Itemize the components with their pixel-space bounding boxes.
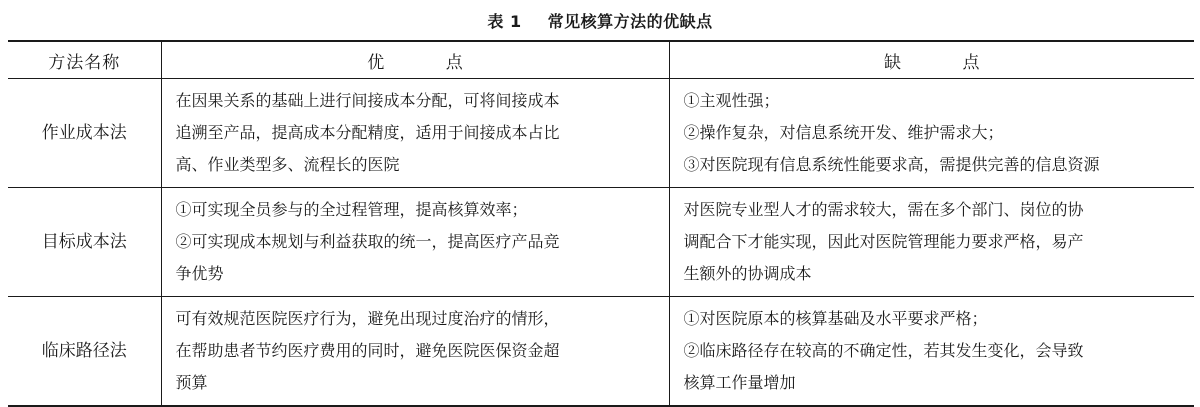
pros-cell — [161, 188, 669, 297]
table-header-row — [8, 41, 1194, 79]
cons-cell — [669, 188, 1194, 297]
cons-cell — [669, 79, 1194, 188]
pros-line: 争优势 — [175, 264, 224, 283]
pros-line: ①可实现全员参与的全过程管理，提高核算效率； — [175, 200, 528, 219]
cons-line: ②操作复杂，对信息系统开发、维护需求大； — [683, 123, 1004, 142]
table-number: 表 1 — [487, 12, 522, 31]
table-caption — [0, 10, 1200, 34]
table-row — [8, 297, 1194, 407]
pros-line: 可有效规范医院医疗行为，避免出现过度治疗的情形， — [175, 309, 560, 328]
header-method: 方法名称 — [8, 41, 161, 79]
pros-cell — [161, 297, 669, 407]
method-name: 目标成本法 — [8, 188, 161, 297]
cons-line: ②临床路径存在较高的不确定性，若其发生变化，会导致 — [683, 341, 1084, 360]
method-name: 临床路径法 — [8, 297, 161, 407]
cons-line: 对医院专业型人才的需求较大，需在多个部门、岗位的协 — [683, 200, 1084, 219]
header-pros: 优 点 — [161, 41, 669, 79]
cons-line: ①对医院原本的核算基础及水平要求严格； — [683, 309, 988, 328]
cons-line: 核算工作量增加 — [683, 373, 796, 392]
table-row — [8, 79, 1194, 188]
cons-line: ①主观性强； — [683, 91, 780, 110]
pros-cell — [161, 79, 669, 188]
cons-cell — [669, 297, 1194, 407]
cons-line: 调配合下才能实现，因此对医院管理能力要求严格，易产 — [683, 232, 1084, 251]
cons-line: 生额外的协调成本 — [683, 264, 812, 283]
comparison-table — [8, 40, 1194, 407]
pros-line: 预算 — [175, 373, 208, 392]
pros-line: 高、作业类型多、流程长的医院 — [175, 155, 400, 174]
table-row — [8, 188, 1194, 297]
pros-line: 在帮助患者节约医疗费用的同时，避免医院医保资金超 — [175, 341, 560, 360]
pros-line: ②可实现成本规划与利益获取的统一，提高医疗产品竞 — [175, 232, 560, 251]
method-name: 作业成本法 — [41, 123, 127, 143]
pros-line: 在因果关系的基础上进行间接成本分配，可将间接成本 — [175, 91, 560, 110]
cons-line: ③对医院现有信息系统性能要求高，需提供完善的信息资源 — [683, 155, 1100, 174]
header-cons: 缺 点 — [669, 41, 1194, 79]
table-title: 常见核算方法的优缺点 — [547, 12, 713, 31]
pros-line: 追溯至产品，提高成本分配精度，适用于间接成本占比 — [175, 123, 560, 142]
